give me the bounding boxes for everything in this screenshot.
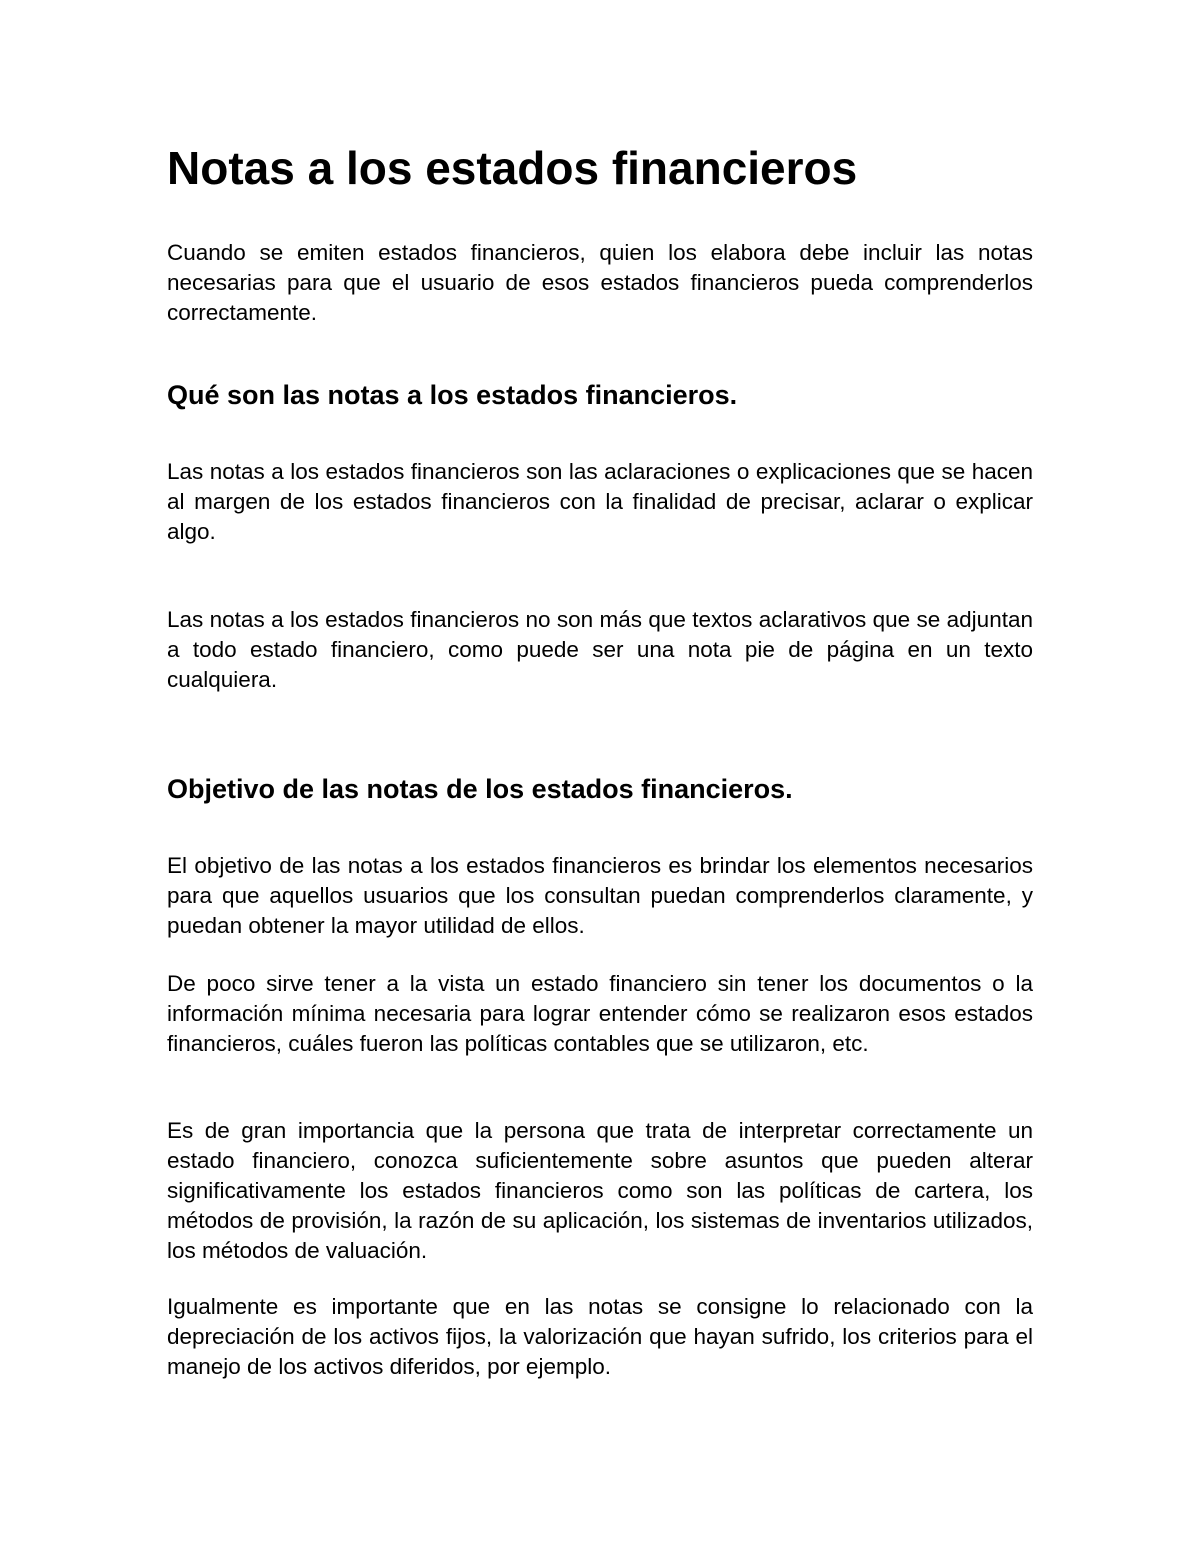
paragraph: Es de gran importancia que la persona que trata de interpretar correctamente un estado financiero, conozca suficientemente sobre asuntos que pueden alterar significativamente los estados financieros como son las políticas de cartera, los métodos de provisión, la razón de su aplicación, los sistemas de inventarios utilizados, los métodos de valuación. <box>167 1118 1033 1263</box>
paragraph: Las notas a los estados financieros son las aclaraciones o explicaciones que se hacen al margen de los estados financieros con la finalidad de precisar, aclarar o explicar algo. <box>167 459 1033 544</box>
document-title: Notas a los estados financieros <box>167 142 858 194</box>
paragraph: Las notas a los estados financieros no son más que textos aclarativos que se adjuntan a todo estado financiero, como puede ser una nota pie de página en un texto cualquiera. <box>167 607 1033 692</box>
paragraph: Igualmente es importante que en las notas se consigne lo relacionado con la depreciación de los activos fijos, la valorización que hayan sufrido, los criterios para el manejo de los activos diferidos, por ejemplo. <box>167 1294 1033 1379</box>
section-heading-objetivo: Objetivo de las notas de los estados financieros. <box>167 774 793 804</box>
paragraph: El objetivo de las notas a los estados financieros es brindar los elementos necesarios para que aquellos usuarios que los consultan puedan comprenderlos claramente, y puedan obtener la mayor utilidad de ellos. <box>167 853 1033 938</box>
intro-paragraph: Cuando se emiten estados financieros, quien los elabora debe incluir las notas necesarias para que el usuario de esos estados financieros pueda comprenderlos correctamente. <box>167 240 1033 325</box>
section-heading-que-son: Qué son las notas a los estados financieros. <box>167 380 738 410</box>
paragraph: De poco sirve tener a la vista un estado financiero sin tener los documentos o la información mínima necesaria para lograr entender cómo se realizaron esos estados financieros, cuáles fueron las políticas contables que se utilizaron, etc. <box>167 971 1033 1056</box>
